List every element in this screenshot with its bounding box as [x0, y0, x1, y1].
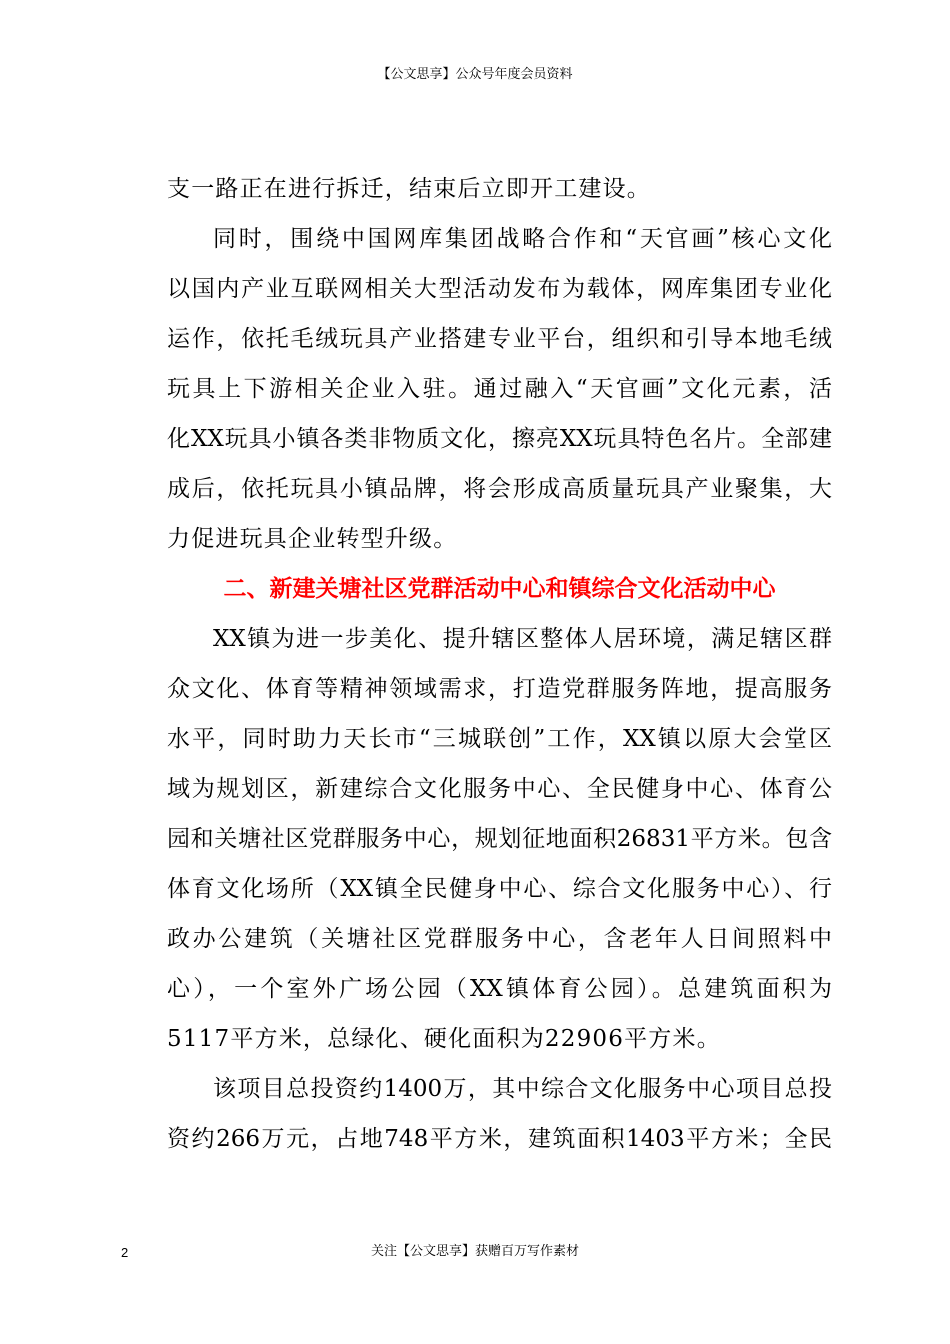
- paragraph-line: 运作，依托毛绒玩具产业搭建专业平台，组织和引导本地毛绒: [167, 326, 832, 352]
- paragraph-line: 众文化、体育等精神领域需求，打造党群服务阵地，提高服务: [167, 676, 832, 702]
- running-header: 【公文思享】公众号年度会员资料: [377, 67, 573, 82]
- paragraph-line: 政办公建筑（关塘社区党群服务中心，含老年人日间照料中: [167, 926, 832, 952]
- paragraph-line: 水平，同时助力天长市“三城联创”工作，XX镇以原大会堂区: [167, 726, 832, 752]
- paragraph-line: 支一路正在进行拆迁，结束后立即开工建设。: [167, 176, 651, 202]
- paragraph-line: 以国内产业互联网相关大型活动发布为载体，网库集团专业化: [167, 276, 832, 302]
- page-number: 2: [121, 1245, 129, 1260]
- paragraph-line: 化XX玩具小镇各类非物质文化，擦亮XX玩具特色名片。全部建: [167, 426, 832, 452]
- paragraph-line: 域为规划区，新建综合文化服务中心、全民健身中心、体育公: [167, 776, 832, 802]
- running-footer: 关注【公文思享】获赠百万写作素材: [370, 1244, 579, 1259]
- paragraph-line: 体育文化场所（XX镇全民健身中心、综合文化服务中心）、行: [167, 876, 832, 902]
- paragraph-line: 5117平方米，总绿化、硬化面积为22906平方米。: [167, 1026, 721, 1052]
- paragraph-line: 成后，依托玩具小镇品牌，将会形成高质量玩具产业聚集，大: [167, 476, 832, 502]
- paragraph-line: 玩具上下游相关企业入驻。通过融入“天官画”文化元素，活: [167, 376, 832, 402]
- paragraph-line: 园和关塘社区党群服务中心，规划征地面积26831平方米。包含: [167, 826, 832, 852]
- paragraph-line: 力促进玩具企业转型升级。: [167, 526, 458, 552]
- document-body: [167, 164, 832, 1164]
- section-heading: 二、新建关塘社区党群活动中心和镇综合文化活动中心: [223, 576, 776, 602]
- paragraph-line: 同时，围绕中国网库集团战略合作和“天官画”核心文化: [213, 226, 832, 252]
- paragraph-line: 该项目总投资约1400万，其中综合文化服务中心项目总投: [213, 1076, 832, 1102]
- paragraph-line: 资约266万元，占地748平方米，建筑面积1403平方米；全民: [167, 1126, 832, 1152]
- paragraph-line: 心），一个室外广场公园（XX镇体育公园）。总建筑面积为: [167, 976, 832, 1002]
- paragraph-line: XX镇为进一步美化、提升辖区整体人居环境，满足辖区群: [213, 626, 832, 652]
